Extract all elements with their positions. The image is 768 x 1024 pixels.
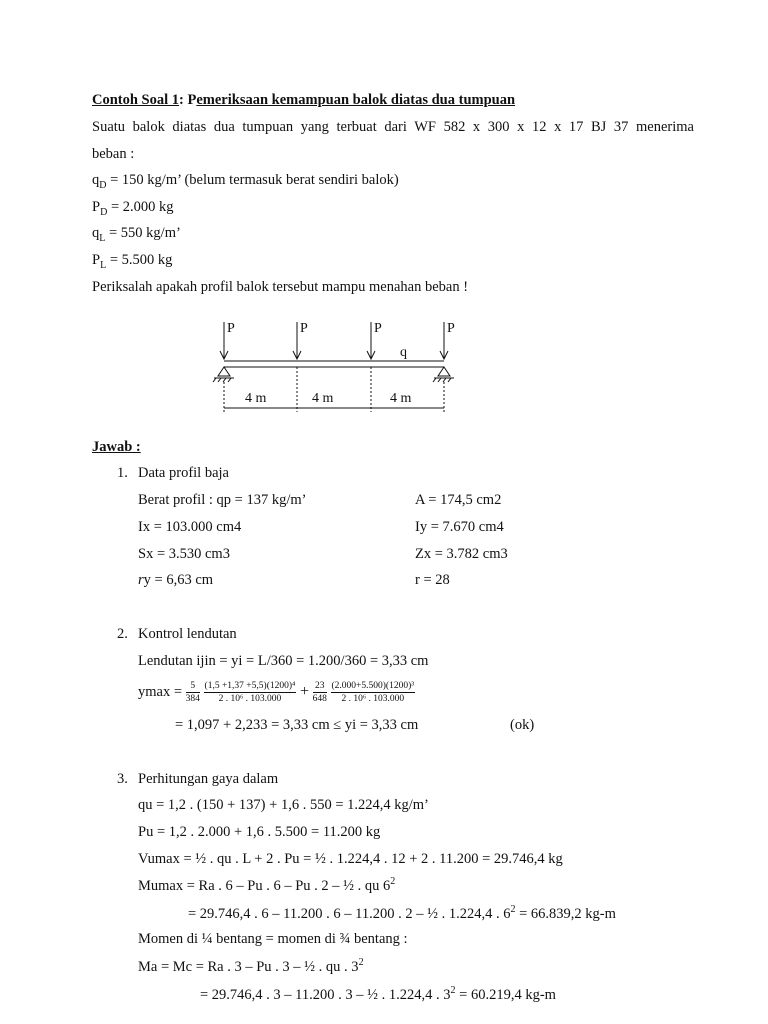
load-ql: $q_L = 550$ kg/m’ — [92, 225, 181, 244]
distributed-load-label: q — [400, 345, 407, 360]
section-number: 3. — [117, 771, 128, 787]
calc-line: Vumax = ½ . qu . L + 2 . Pu = ½ . 1.224,4 . 12 + 2 . 11.200 = 29.746,4 kg — [138, 851, 563, 867]
load-pd: $P_D = 2.000$ kg — [92, 199, 174, 218]
calc-line: = 29.746,4 . 6 – 11.200 . 6 – 11.200 . 2 – ½ . 1.224,4 . $6^2 = 66.839,2$ kg-m — [188, 904, 616, 922]
profile-data: Sx = 3.530 cm3 — [138, 546, 230, 562]
section-title: Data profil baja — [138, 465, 229, 481]
section-number: 2. — [117, 626, 128, 642]
ymax-result: = 1,097 + 2,233 = 3,33 cm ≤ yi = 3,33 cm — [175, 717, 419, 733]
span-label: 4 m — [245, 391, 267, 406]
title-colon: : — [179, 92, 188, 108]
allowable-deflection: Lendutan ijin = yi = L/360 = 1.200/360 = 3,33 cm — [138, 653, 429, 669]
page-title — [92, 92, 515, 109]
load-pl: $P_L = 5.500$ kg — [92, 252, 173, 271]
ok-label: (ok) — [510, 717, 535, 733]
calc-line: = 29.746,4 . 3 – 11.200 . 3 – ½ . 1.224,4 . $3^2 = 60.219,4$ kg-m — [200, 985, 556, 1003]
section-number: 1. — [117, 465, 128, 481]
title-text: emeriksaan kemampuan balok diatas dua tumpuan — [196, 92, 516, 108]
answer-heading: Jawab : — [92, 439, 141, 455]
profile-data: Zx = 3.782 cm3 — [415, 546, 508, 562]
profile-data: Ix = 103.000 cm4 — [138, 519, 242, 535]
load-label: P — [300, 321, 308, 336]
calc-line: Pu = 1,2 . 2.000 + 1,6 . 5.500 = 11.200 kg — [138, 824, 381, 840]
intro-line-2: beban : — [92, 146, 135, 162]
pin-support — [433, 367, 454, 382]
pin-support — [213, 367, 234, 382]
calc-line: Ma = Mc = Ra . 3 – Pu . 3 – ½ . qu . $3^2$ — [138, 957, 364, 975]
calc-line: Mumax = Ra . 6 – Pu . 6 – Pu . 2 – ½ . qu $6^2$ — [138, 876, 396, 894]
load-label: P — [447, 321, 455, 336]
intro-line-1: Suatu balok diatas dua tumpuan yang terbuat dari WF 582 x 300 x 12 x 17 BJ 37 menerima — [92, 119, 694, 135]
title-initial: P — [187, 92, 197, 108]
load-qd: $q_D = 150$ kg/m’ (belum termasuk berat sendiri balok) — [92, 172, 399, 191]
profile-data: r = 28 — [415, 572, 450, 588]
profile-data: ry = 6,63 cm — [138, 572, 214, 588]
span-label: 4 m — [390, 391, 412, 406]
question: Periksalah apakah profil balok tersebut mampu menahan beban ! — [92, 279, 469, 295]
section-title: Kontrol lendutan — [138, 626, 237, 642]
title-label: Contoh Soal 1 — [92, 92, 180, 108]
ymax-formula: ymax = $\frac{5}{384}$ $\frac{\text{(1,5 +1,37 +5,5)(1200)⁴}}{\text{2 . 10⁶ . 103.000}}$ + $\frac{23}{648}$ $\frac{\text{(2.000+5.500)(1200)³}}{\text{2 . 10⁶ . 103.000}}$ — [138, 681, 415, 704]
load-label: P — [227, 321, 235, 336]
calc-line: qu = 1,2 . (150 + 137) + 1,6 . 550 = 1.224,4 kg/m’ — [138, 797, 429, 813]
load-label: P — [374, 321, 382, 336]
span-label: 4 m — [312, 391, 334, 406]
profile-data: A = 174,5 cm2 — [415, 492, 502, 508]
section-title: Perhitungan gaya dalam — [138, 771, 279, 787]
calc-line: Momen di ¼ bentang = momen di ¾ bentang : — [138, 931, 408, 947]
profile-data: Berat profil : qp = 137 kg/m’ — [138, 492, 307, 508]
profile-data: Iy = 7.670 cm4 — [415, 519, 504, 535]
beam-diagram — [200, 312, 470, 422]
